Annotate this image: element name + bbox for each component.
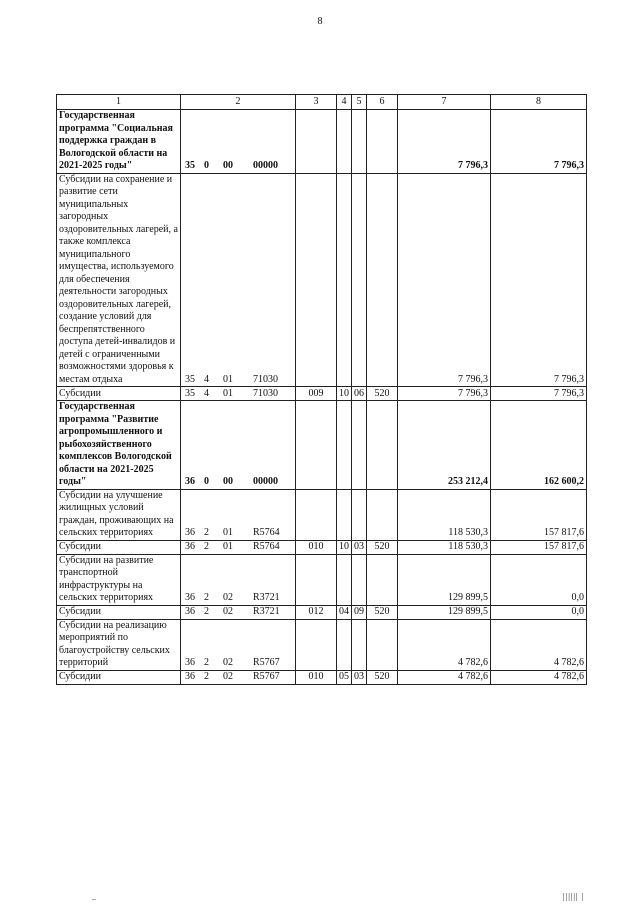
header-row xyxy=(57,95,587,110)
page-number: 8 xyxy=(317,16,323,27)
table-row-item xyxy=(57,489,587,540)
ministry-code xyxy=(296,401,337,490)
amount-col-7: 4 782,6 xyxy=(398,619,491,670)
expense-type-code xyxy=(367,401,398,490)
expense-type-code xyxy=(367,554,398,605)
amount-col-7: 253 212,4 xyxy=(398,401,491,490)
code-part-c1: 36 xyxy=(185,476,195,487)
code-part-c2: 2 xyxy=(204,592,209,603)
target-article-code xyxy=(181,387,296,401)
footer-mark-left: .. xyxy=(92,893,96,902)
section-code xyxy=(337,110,352,174)
subsection-code xyxy=(352,173,367,387)
target-article-code xyxy=(181,670,296,684)
subsection-code: 03 xyxy=(352,670,367,684)
expense-type-code: 520 xyxy=(367,387,398,401)
amount-col-7: 118 530,3 xyxy=(398,540,491,554)
amount-col-7: 4 782,6 xyxy=(398,670,491,684)
row-name: Субсидии на развитие транспортной инфраструктуры на сельских территориях xyxy=(57,554,181,605)
code-part-c1: 36 xyxy=(185,527,195,538)
header-col-4: 4 xyxy=(337,95,352,110)
section-code: 10 xyxy=(337,540,352,554)
row-name: Субсидии на реализацию мероприятий по благоустройству сельских территорий xyxy=(57,619,181,670)
code-part-c4: R3721 xyxy=(253,606,280,617)
code-part-c3: 02 xyxy=(223,657,233,668)
amount-col-8: 4 782,6 xyxy=(491,619,587,670)
amount-col-7: 129 899,5 xyxy=(398,554,491,605)
amount-col-8: 157 817,6 xyxy=(491,540,587,554)
expense-type-code xyxy=(367,489,398,540)
code-part-c3: 01 xyxy=(223,387,233,399)
code-part-c4: 71030 xyxy=(253,373,278,385)
section-code xyxy=(337,401,352,490)
code-part-c2: 0 xyxy=(204,160,209,171)
code-part-c1: 36 xyxy=(185,657,195,668)
table-row-subsidy xyxy=(57,387,587,401)
code-part-c3: 02 xyxy=(223,592,233,603)
amount-col-8: 0,0 xyxy=(491,554,587,605)
expense-type-code xyxy=(367,173,398,387)
section-code xyxy=(337,619,352,670)
code-part-c1: 35 xyxy=(185,160,195,171)
ministry-code xyxy=(296,173,337,387)
code-part-c1: 36 xyxy=(185,541,195,552)
table-row-subsidy xyxy=(57,605,587,619)
ministry-code: 009 xyxy=(296,387,337,401)
amount-col-8: 7 796,3 xyxy=(491,110,587,174)
amount-col-7: 7 796,3 xyxy=(398,110,491,174)
code-part-c3: 02 xyxy=(223,606,233,617)
code-part-c2: 2 xyxy=(204,541,209,552)
code-part-c4: R5767 xyxy=(253,671,280,682)
code-part-c2: 2 xyxy=(204,657,209,668)
target-article-code xyxy=(181,605,296,619)
code-part-c4: 00000 xyxy=(253,160,278,171)
table-row-subsidy xyxy=(57,670,587,684)
ministry-code: 012 xyxy=(296,605,337,619)
code-part-c3: 00 xyxy=(223,476,233,487)
code-part-c3: 01 xyxy=(223,373,233,385)
header-col-5: 5 xyxy=(352,95,367,110)
ministry-code xyxy=(296,489,337,540)
code-part-c3: 01 xyxy=(223,527,233,538)
table-row-subsidy xyxy=(57,540,587,554)
code-part-c2: 2 xyxy=(204,527,209,538)
ministry-code xyxy=(296,619,337,670)
subsection-code: 09 xyxy=(352,605,367,619)
section-code xyxy=(337,173,352,387)
section-code: 04 xyxy=(337,605,352,619)
section-code xyxy=(337,489,352,540)
ministry-code: 010 xyxy=(296,670,337,684)
table-row-item xyxy=(57,173,587,387)
ministry-code: 010 xyxy=(296,540,337,554)
subsection-code: 06 xyxy=(352,387,367,401)
code-part-c2: 2 xyxy=(204,671,209,682)
code-part-c2: 4 xyxy=(204,387,209,399)
header-col-1: 1 xyxy=(57,95,181,110)
amount-col-8: 162 600,2 xyxy=(491,401,587,490)
row-name: Государственная программа "Развитие агропромышленного и рыбохозяйственного комплексов Вологодской области на 2021-2025 годы" xyxy=(57,401,181,490)
footer-barcode-mark: |||||| | xyxy=(563,892,585,901)
code-part-c4: R5767 xyxy=(253,657,280,668)
section-code: 05 xyxy=(337,670,352,684)
subsection-code xyxy=(352,401,367,490)
row-name: Субсидии xyxy=(57,540,181,554)
header-col-6: 6 xyxy=(367,95,398,110)
amount-col-8: 0,0 xyxy=(491,605,587,619)
expense-type-code xyxy=(367,619,398,670)
code-part-c2: 4 xyxy=(204,373,209,385)
target-article-code xyxy=(181,554,296,605)
code-part-c4: R5764 xyxy=(253,527,280,538)
code-part-c4: 71030 xyxy=(253,387,278,399)
expense-type-code: 520 xyxy=(367,670,398,684)
ministry-code xyxy=(296,554,337,605)
target-article-code xyxy=(181,401,296,490)
code-part-c2: 2 xyxy=(204,606,209,617)
code-part-c1: 36 xyxy=(185,592,195,603)
header-col-7: 7 xyxy=(398,95,491,110)
subsection-code xyxy=(352,554,367,605)
target-article-code xyxy=(181,110,296,174)
table-row-item xyxy=(57,619,587,670)
amount-col-7: 7 796,3 xyxy=(398,387,491,401)
code-part-c1: 35 xyxy=(185,373,195,385)
header-col-3: 3 xyxy=(296,95,337,110)
row-name: Субсидии на сохранение и развитие сети муниципальных загородных оздоровительных лагерей, а также комплекса муниципального имущества, используемого для обеспечения деятельности загородных оздоровительных лагерей, создание условий для беспрепятственного доступа детей-инвалидов и детей с ограниченными возможностями здоровья к местам отдыха xyxy=(57,173,181,387)
table-row-program xyxy=(57,401,587,490)
target-article-code xyxy=(181,489,296,540)
subsection-code xyxy=(352,489,367,540)
row-name: Субсидии xyxy=(57,605,181,619)
target-article-code xyxy=(181,540,296,554)
table-row-program xyxy=(57,110,587,174)
code-part-c4: 00000 xyxy=(253,476,278,487)
amount-col-8: 157 817,6 xyxy=(491,489,587,540)
ministry-code xyxy=(296,110,337,174)
row-name: Субсидии xyxy=(57,387,181,401)
amount-col-8: 7 796,3 xyxy=(491,173,587,387)
row-name: Субсидии xyxy=(57,670,181,684)
code-part-c1: 35 xyxy=(185,387,195,399)
header-col-8: 8 xyxy=(491,95,587,110)
section-code xyxy=(337,554,352,605)
code-part-c1: 36 xyxy=(185,671,195,682)
code-part-c2: 0 xyxy=(204,476,209,487)
target-article-code xyxy=(181,173,296,387)
amount-col-7: 129 899,5 xyxy=(398,605,491,619)
budget-table xyxy=(56,94,587,685)
target-article-code xyxy=(181,619,296,670)
row-name: Государственная программа "Социальная поддержка граждан в Вологодской области на 2021-2025 годы" xyxy=(57,110,181,174)
table-row-item xyxy=(57,554,587,605)
expense-type-code: 520 xyxy=(367,605,398,619)
section-code: 10 xyxy=(337,387,352,401)
row-name: Субсидии на улучшение жилищных условий граждан, проживающих на сельских территориях xyxy=(57,489,181,540)
code-part-c4: R3721 xyxy=(253,592,280,603)
amount-col-7: 118 530,3 xyxy=(398,489,491,540)
table-body xyxy=(57,110,587,685)
header-col-2: 2 xyxy=(181,95,296,110)
code-part-c1: 36 xyxy=(185,606,195,617)
code-part-c3: 00 xyxy=(223,160,233,171)
amount-col-7: 7 796,3 xyxy=(398,173,491,387)
code-part-c4: R5764 xyxy=(253,541,280,552)
subsection-code xyxy=(352,110,367,174)
subsection-code: 03 xyxy=(352,540,367,554)
amount-col-8: 4 782,6 xyxy=(491,670,587,684)
code-part-c3: 02 xyxy=(223,671,233,682)
expense-type-code: 520 xyxy=(367,540,398,554)
subsection-code xyxy=(352,619,367,670)
amount-col-8: 7 796,3 xyxy=(491,387,587,401)
expense-type-code xyxy=(367,110,398,174)
code-part-c3: 01 xyxy=(223,541,233,552)
